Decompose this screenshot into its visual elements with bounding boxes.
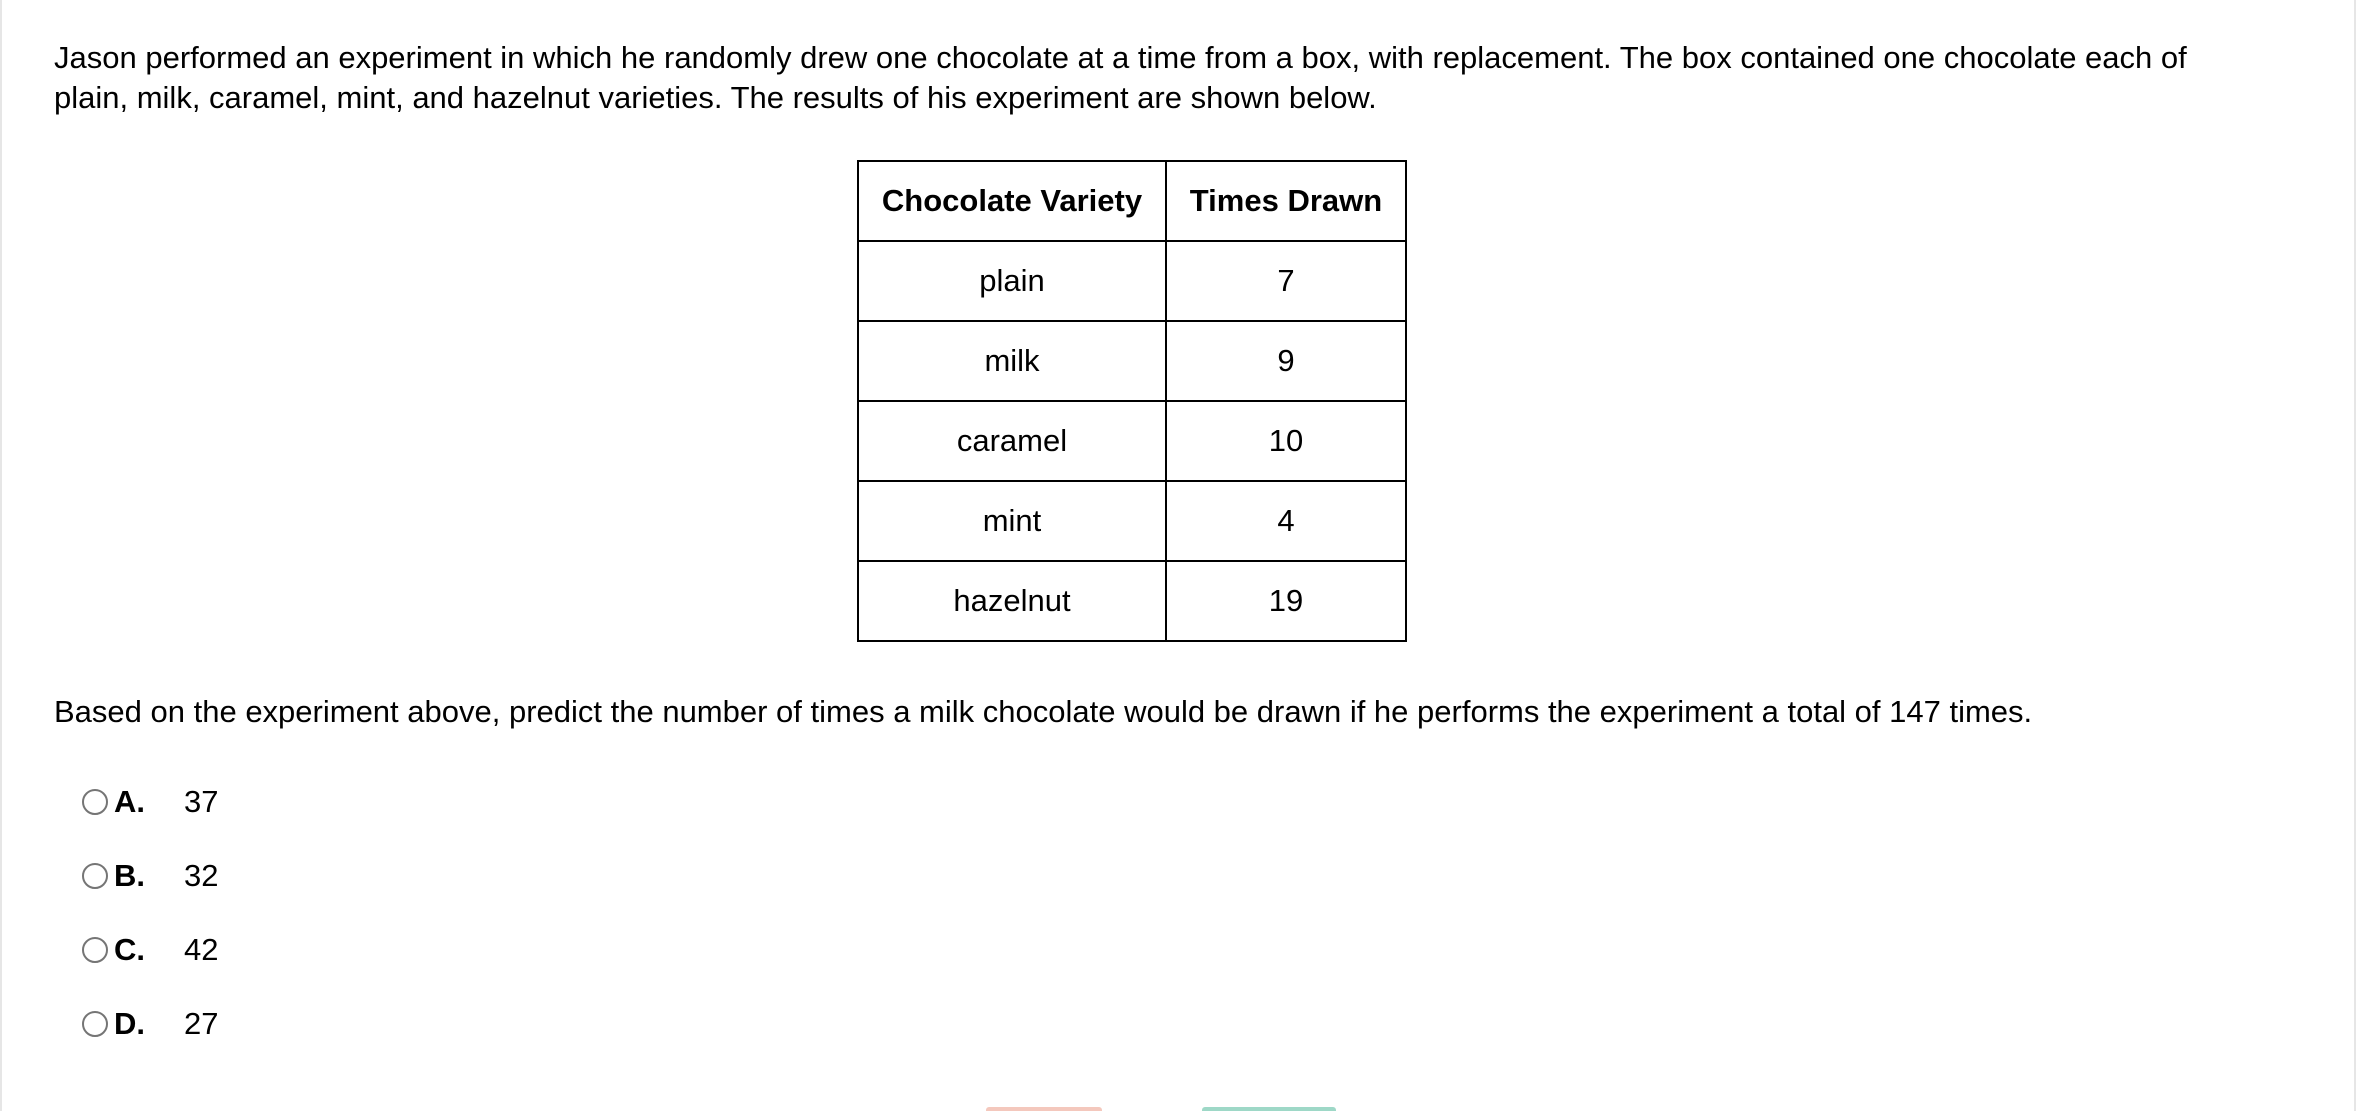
answer-choices [82, 765, 218, 1061]
choice-b[interactable] [82, 839, 218, 913]
choice-a[interactable] [82, 765, 218, 839]
table-header-times-drawn: Times Drawn [1166, 161, 1406, 241]
table-header-variety: Chocolate Variety [858, 161, 1166, 241]
table-cell-count: 9 [1166, 321, 1406, 401]
table-cell-variety: caramel [858, 401, 1166, 481]
table-cell-count: 10 [1166, 401, 1406, 481]
choice-a-radio[interactable] [82, 789, 108, 815]
intro-text: Jason performed an experiment in which he randomly drew one chocolate at a time from a box, with replacement. The box contained one chocolate each of plain, milk, caramel, mint, and hazelnut varieties. The results of his experiment are shown below. [54, 40, 2187, 115]
table-cell-variety: hazelnut [858, 561, 1166, 641]
table-cell-variety: plain [858, 241, 1166, 321]
table-row [858, 561, 1406, 641]
choice-a-value: 37 [184, 784, 219, 819]
question-text: Based on the experiment above, predict the number of times a milk chocolate would be drawn if he performs the experiment a total of 147 times. [54, 694, 2033, 729]
table-header-row [858, 161, 1406, 241]
choice-b-letter: B. [114, 858, 145, 893]
table-cell-count: 7 [1166, 241, 1406, 321]
choice-b-value: 32 [184, 858, 219, 893]
table-cell-count: 19 [1166, 561, 1406, 641]
choice-b-radio[interactable] [82, 863, 108, 889]
choice-d-radio[interactable] [82, 1011, 108, 1037]
table-cell-variety: mint [858, 481, 1166, 561]
choice-d[interactable] [82, 987, 218, 1061]
results-table [857, 160, 1407, 642]
choice-c[interactable] [82, 913, 218, 987]
table-row [858, 241, 1406, 321]
table-cell-variety: milk [858, 321, 1166, 401]
choice-c-radio[interactable] [82, 937, 108, 963]
choice-c-value: 42 [184, 932, 219, 967]
table-cell-count: 4 [1166, 481, 1406, 561]
left-action-button-edge[interactable] [986, 1107, 1102, 1111]
choice-d-letter: D. [114, 1006, 145, 1041]
choice-a-letter: A. [114, 784, 145, 819]
choice-d-value: 27 [184, 1006, 219, 1041]
table-row [858, 481, 1406, 561]
table-row [858, 321, 1406, 401]
choice-c-letter: C. [114, 932, 145, 967]
table-row [858, 401, 1406, 481]
right-action-button-edge[interactable] [1202, 1107, 1336, 1111]
